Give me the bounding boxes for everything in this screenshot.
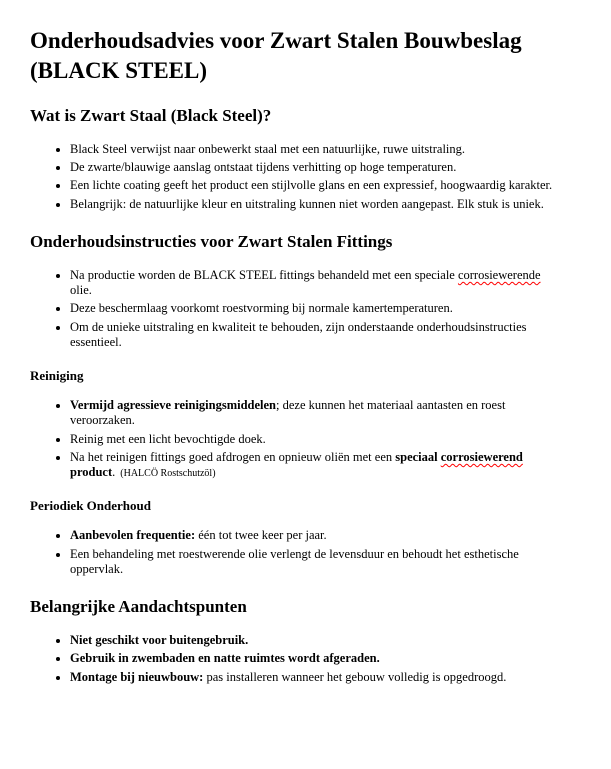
bullet-text: olie.	[70, 283, 92, 298]
instructions-list	[30, 268, 555, 350]
bullet-text: Na het reinigen fittings goed afdrogen en opnieuw oliën met een	[70, 449, 396, 464]
bullet-text-bold: product	[70, 465, 113, 480]
list-item: • Gebruik in zwembaden en natte ruimtes wordt afgeraden.	[70, 651, 555, 666]
what-is-list	[30, 142, 555, 212]
list-item: • Een lichte coating geeft het product een stijlvolle glans en een expressief, hoogwaardig karakter.	[70, 178, 555, 193]
misspelled-word: corrosiewerende	[457, 267, 541, 282]
heading-wat-is-zwart-staal: Wat is Zwart Staal (Black Steel)?	[30, 105, 272, 125]
list-item	[70, 528, 555, 543]
list-item	[70, 670, 555, 685]
list-item	[70, 398, 555, 429]
bullet-text-bold: Montage bij nieuwbouw:	[70, 669, 204, 684]
list-item: • Deze beschermlaag voorkomt roestvorming bij normale kamertemperaturen.	[70, 301, 555, 316]
bullet-text: ; deze kunnen het materiaal aantasten en roest veroorzaken.	[70, 398, 506, 428]
list-item: • Reinig met een licht bevochtigde doek.	[70, 432, 555, 447]
heading-reiniging: Reiniging	[30, 368, 84, 384]
list-item: • De zwarte/blauwige aanslag ontstaat tijdens verhitting op hoge temperaturen.	[70, 160, 555, 175]
periodic-list	[30, 528, 555, 577]
cleaning-list	[30, 398, 555, 480]
bullet-text-bold: Vermijd agressieve reinigingsmiddelen	[70, 398, 277, 413]
bullet-text: één tot twee keer per jaar.	[195, 528, 327, 543]
list-item	[70, 268, 555, 299]
heading-onderhoudsinstructies: Onderhoudsinstructies voor Zwart Stalen Fittings	[30, 231, 393, 251]
list-item: • Om de unieke uitstraling en kwaliteit te behouden, zijn onderstaande onderhoudsinstructies essentieel.	[70, 320, 555, 351]
list-item	[70, 450, 555, 481]
document-title: Onderhoudsadvies voor Zwart Stalen Bouwbeslag (BLACK STEEL)	[30, 28, 522, 83]
bullet-text-bold: speciaal	[395, 449, 441, 464]
list-item: • Black Steel verwijst naar onbewerkt staal met een natuurlijke, ruwe uitstraling.	[70, 142, 555, 157]
important-list	[30, 633, 555, 685]
product-note: (HALCÖ Rostschutzöl)	[120, 468, 216, 480]
bullet-text-bold: Aanbevolen frequentie:	[70, 528, 196, 543]
list-item: • Niet geschikt voor buitengebruik.	[70, 633, 555, 648]
heading-periodiek-onderhoud: Periodiek Onderhoud	[30, 498, 151, 514]
bullet-text: pas installeren wanneer het gebouw volledig is opgedroogd.	[203, 669, 507, 684]
list-item: • Een behandeling met roestwerende olie verlengt de levensduur en behoudt het esthetische oppervlak.	[70, 547, 555, 578]
bullet-text: .	[112, 465, 116, 480]
bullet-text: Na productie worden de BLACK STEEL fittings behandeld met een speciale	[70, 267, 458, 282]
misspelled-word: corrosiewerend	[440, 449, 523, 464]
list-item: • Belangrijk: de natuurlijke kleur en uitstraling kunnen niet worden aangepast. Elk stuk is uniek.	[70, 197, 555, 212]
heading-belangrijke-aandachtspunten: Belangrijke Aandachtspunten	[30, 597, 247, 617]
